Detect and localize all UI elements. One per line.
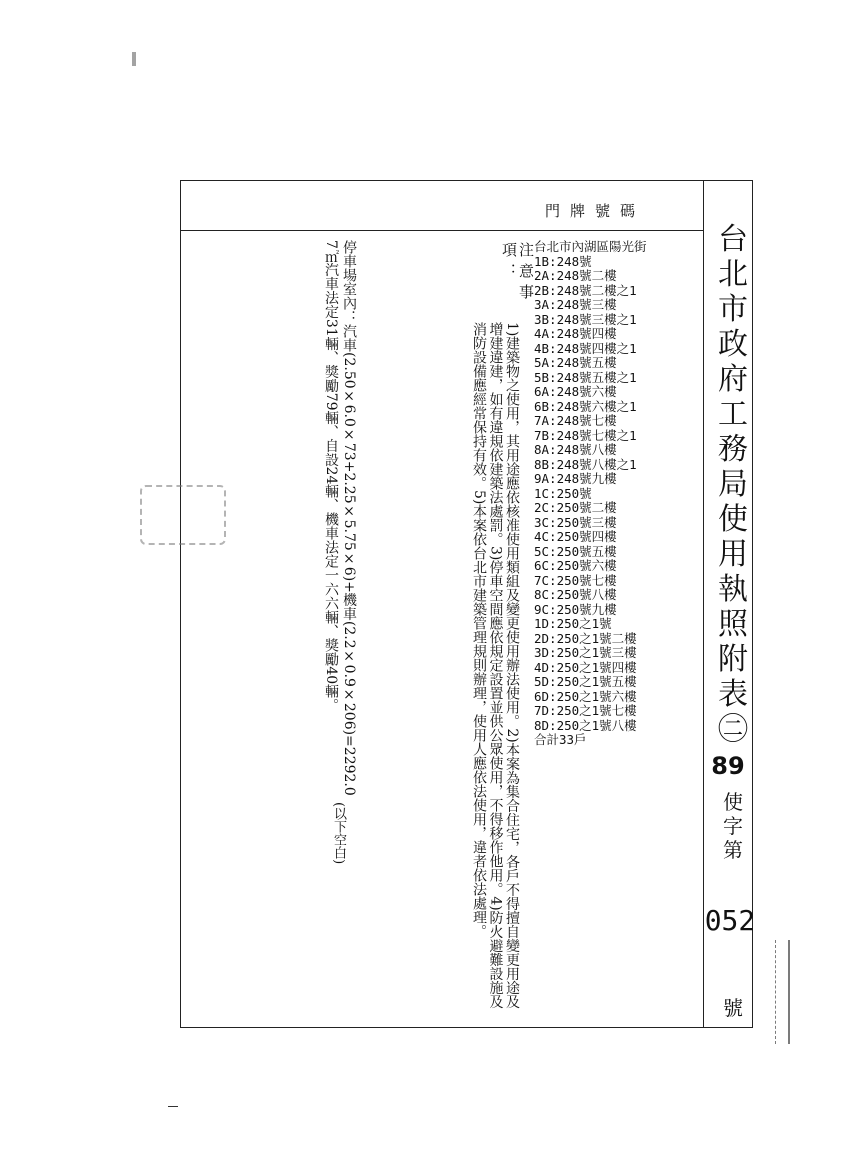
address-row: 7C:250號七樓 (534, 572, 617, 588)
address-row: 8B:248號八樓之1 (534, 456, 637, 472)
address-row: 7D:250之1號七樓 (534, 703, 637, 718)
form-number: 89 (711, 752, 745, 780)
parking-note: 停車場室內：汽車(2.50×6.0×73+2.25×5.75×6)+機車(2.2×0.9×206)=2292.07㎡汽車法定31輛、獎勵79輛、自設24輛、機車法定一六六輛、獎勵40輛。 (323, 240, 357, 796)
address-row: 1B:248號 (534, 253, 592, 269)
address-row: 2A:248號二樓 (534, 268, 617, 283)
notes-heading: 注意事項： (500, 242, 535, 305)
address-list (534, 240, 699, 748)
address-row: 8C:250號八樓 (534, 587, 617, 602)
address-row: 3B:248號三樓之1 (534, 311, 637, 327)
number-suffix: 號 (723, 996, 743, 1020)
address-row: 1D:250之1號 (534, 616, 612, 631)
address-row: 9A:248號九樓 (534, 471, 617, 486)
address-row: 3D:250之1號三樓 (534, 645, 637, 660)
address-row: 9C:250號九樓 (534, 601, 617, 617)
address-row: 4C:250號四樓 (534, 529, 617, 544)
header-divider (180, 230, 703, 231)
title-column-divider (703, 180, 704, 1028)
permit-character-keyword: 使字第 (723, 790, 743, 862)
address-row: 5B:248號五樓之1 (534, 369, 637, 385)
address-row: 3C:250號三樓 (534, 514, 617, 530)
address-row: 3A:248號三樓 (534, 297, 617, 312)
address-row: 8A:248號八樓 (534, 442, 617, 457)
address-row: 2C:250號二樓 (534, 500, 617, 515)
address-row: 2D:250之1號二樓 (534, 630, 637, 646)
address-row: 6D:250之1號六樓 (534, 688, 637, 704)
address-total: 合計33戶 (534, 732, 587, 747)
address-row: 8D:250之1號八樓 (534, 717, 637, 733)
address-row: 1C:250號 (534, 485, 592, 501)
address-row: 7B:248號七樓之1 (534, 427, 637, 443)
address-street: 台北市內湖區陽光街 (534, 239, 647, 254)
address-row: 6C:250號六樓 (534, 558, 617, 573)
address-row: 2B:248號二樓之1 (534, 282, 637, 298)
column-header-house-number: 門牌號碼 (545, 202, 646, 220)
permit-serial-number: 052 (704, 904, 756, 937)
address-row: 4D:250之1號四樓 (534, 659, 637, 675)
address-row: 6B:248號六樓之1 (534, 398, 637, 414)
address-rows (534, 255, 699, 734)
address-row: 4B:248號四樓之1 (534, 340, 637, 356)
address-row: 4A:248號四樓 (534, 326, 617, 341)
address-row: 6A:248號六樓 (534, 384, 617, 399)
scan-speck (132, 52, 136, 66)
address-row: 5A:248號五樓 (534, 355, 617, 370)
address-row: 5D:250之1號五樓 (534, 674, 637, 689)
faded-stamp (140, 485, 226, 545)
notes-body: 1)建築物之使用，其用途應依核准使用類組及變更使用辦法使用。2)本案為集合住宅，各戶不得擅自變更用途及增建違建，如有違規依建築法處罰。3)停車空間應依規定設置並供公眾使用，不得移作他用。4)防火避難設施及消防設備應經常保持有效。5)本案依台北市建築管理規則辦理，使用人應依法使用，違者依法處理。 (471, 322, 520, 1009)
address-row: 7A:248號七樓 (534, 413, 617, 428)
scan-speck (168, 1106, 178, 1107)
address-row: 5C:250號五樓 (534, 543, 617, 559)
binding-mark (775, 940, 790, 1044)
document-title: 台北市政府工務局使用執照附表㊁ (718, 222, 748, 747)
parking-tail-note: (以下空白) (331, 802, 346, 865)
